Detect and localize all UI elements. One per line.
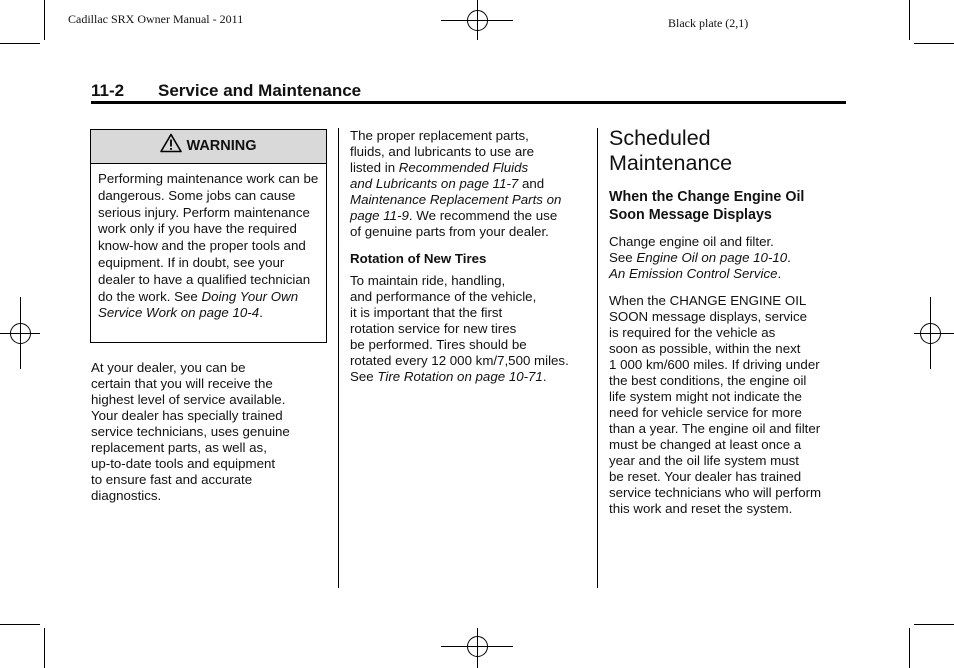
- text-line: [350, 369, 569, 385]
- heading-line: Maintenance: [609, 151, 733, 175]
- manual-title: Cadillac SRX Owner Manual - 2011: [68, 12, 244, 26]
- text-line: diagnostics.: [91, 488, 162, 503]
- column-divider: [338, 128, 339, 588]
- text-line: certain that you will receive the: [91, 376, 273, 391]
- text-plain: .: [777, 266, 782, 281]
- text-line: to ensure fast and accurate: [91, 472, 253, 487]
- text-line: Change engine oil and filter.: [609, 234, 774, 249]
- text-plain: . We recommend the use: [408, 208, 558, 223]
- warning-line-end: .: [259, 305, 263, 321]
- text-line: service technicians who will perform: [609, 485, 822, 500]
- text-line: be reset. Your dealer has trained: [609, 469, 802, 484]
- warning-line: have the required know-how and: [98, 221, 297, 254]
- emission-control-service-text: An Emission Control Service: [609, 266, 778, 281]
- warning-title: WARNING: [186, 138, 257, 154]
- doing-your-own-service-link[interactable]: Doing Your Own: [201, 288, 299, 304]
- warning-triangle-icon: [160, 133, 182, 153]
- text-line: [350, 176, 569, 192]
- heading-line: Soon Message Displays: [609, 207, 772, 223]
- warning-line: be dangerous. Some jobs can: [98, 171, 319, 203]
- text-line: service technicians, uses genuine: [91, 424, 290, 439]
- warning-line: If in doubt, see your dealer to: [98, 254, 285, 287]
- column-divider: [597, 128, 598, 588]
- text-line: SOON message displays, service: [609, 309, 808, 324]
- warning-line: the proper tools and equipment.: [98, 238, 306, 270]
- warning-line: Performing maintenance work can: [98, 171, 300, 186]
- warning-header: [91, 130, 326, 164]
- warning-box: [90, 129, 327, 343]
- text-line: [350, 160, 569, 176]
- text-line: [609, 266, 821, 282]
- text-plain: .: [542, 369, 547, 384]
- change-oil-paragraph: [609, 234, 821, 282]
- section-number: 11-2: [91, 81, 125, 100]
- oil-message-paragraph: [609, 293, 821, 517]
- text-line: When the CHANGE ENGINE OIL: [609, 293, 807, 308]
- maintenance-replacement-parts-link[interactable]: Maintenance Replacement Parts on: [350, 192, 562, 207]
- recommended-fluids-link-cont[interactable]: and Lubricants on page 11-7: [350, 176, 519, 191]
- text-line: 1 000 km/600 miles. If driving under: [609, 357, 820, 372]
- text-line: than a year. The engine oil and filter: [609, 421, 821, 436]
- warning-text: [91, 164, 326, 322]
- section-title: Service and Maintenance: [158, 81, 362, 100]
- text-line: rotated every 12 000 km/7,500 miles.: [350, 353, 569, 368]
- text-line: [350, 208, 569, 224]
- text-line: must be changed at least once a: [609, 437, 802, 452]
- warning-line: have a qualified technician do: [98, 271, 311, 304]
- text-line: this work and reset the system.: [609, 501, 793, 516]
- text-line: fluids, and lubricants to use are: [350, 144, 535, 159]
- text-line: is required for the vehicle as: [609, 325, 776, 340]
- column-3: [609, 126, 821, 528]
- text-line: up-to-date tools and equipment: [91, 456, 276, 471]
- doing-your-own-service-link-cont[interactable]: Service Work on page 10-4: [98, 305, 260, 321]
- heading-line: When the Change Engine Oil: [609, 189, 805, 205]
- text-plain: .: [787, 250, 791, 265]
- text-line: of genuine parts from your dealer.: [350, 224, 549, 239]
- warning-line: [117, 289, 299, 304]
- rotation-paragraph: [350, 273, 569, 385]
- text-line: need for vehicle service for more: [609, 405, 802, 420]
- section-rule: [91, 101, 846, 104]
- text-line: Your dealer has specially trained: [91, 408, 283, 423]
- text-line: the best conditions, the engine oil: [609, 373, 807, 388]
- column-2: [350, 128, 569, 396]
- oil-message-subheading: [609, 188, 821, 224]
- recommended-fluids-link[interactable]: Recommended Fluids: [398, 160, 529, 175]
- text-line: The proper replacement parts,: [350, 128, 529, 143]
- text-line: highest level of service available.: [91, 392, 286, 407]
- text-line: replacement parts, as well as,: [91, 440, 267, 455]
- text-line: it is important that the first: [350, 305, 503, 320]
- text-line: [350, 192, 569, 208]
- text-line: rotation service for new tires: [350, 321, 517, 336]
- warning-line-text: the work. See: [116, 288, 202, 304]
- engine-oil-link[interactable]: Engine Oil on page 10-10: [636, 250, 788, 265]
- dealer-paragraph: [91, 360, 290, 504]
- replacement-parts-paragraph: [350, 128, 569, 240]
- text-line: [609, 250, 821, 266]
- text-line: year and the oil life system must: [609, 453, 799, 468]
- warning-line: [98, 305, 263, 320]
- section-header: [91, 81, 846, 101]
- maintenance-replacement-parts-link-cont[interactable]: page 11-9: [350, 208, 409, 223]
- text-line: life system might not indicate the: [609, 389, 802, 404]
- heading-line: Scheduled: [609, 126, 711, 150]
- plate-label: Black plate (2,1): [668, 16, 749, 30]
- text-plain: See: [609, 250, 637, 265]
- text-line: and performance of the vehicle,: [350, 289, 537, 304]
- text-plain: listed in: [350, 160, 399, 175]
- text-line: be performed. Tires should be: [350, 337, 527, 352]
- text-plain: See: [350, 369, 378, 384]
- warning-line: maintenance work only if you: [98, 204, 310, 237]
- scheduled-maintenance-heading: [609, 126, 821, 176]
- text-line: To maintain ride, handling,: [350, 273, 506, 288]
- text-line: At your dealer, you can be: [91, 360, 246, 375]
- rotation-heading: Rotation of New Tires: [350, 251, 487, 266]
- tire-rotation-link[interactable]: Tire Rotation on page 10-71: [377, 369, 543, 384]
- text-line: soon as possible, within the next: [609, 341, 801, 356]
- text-plain: and: [518, 176, 545, 191]
- warning-line: cause serious injury. Perform: [98, 187, 296, 220]
